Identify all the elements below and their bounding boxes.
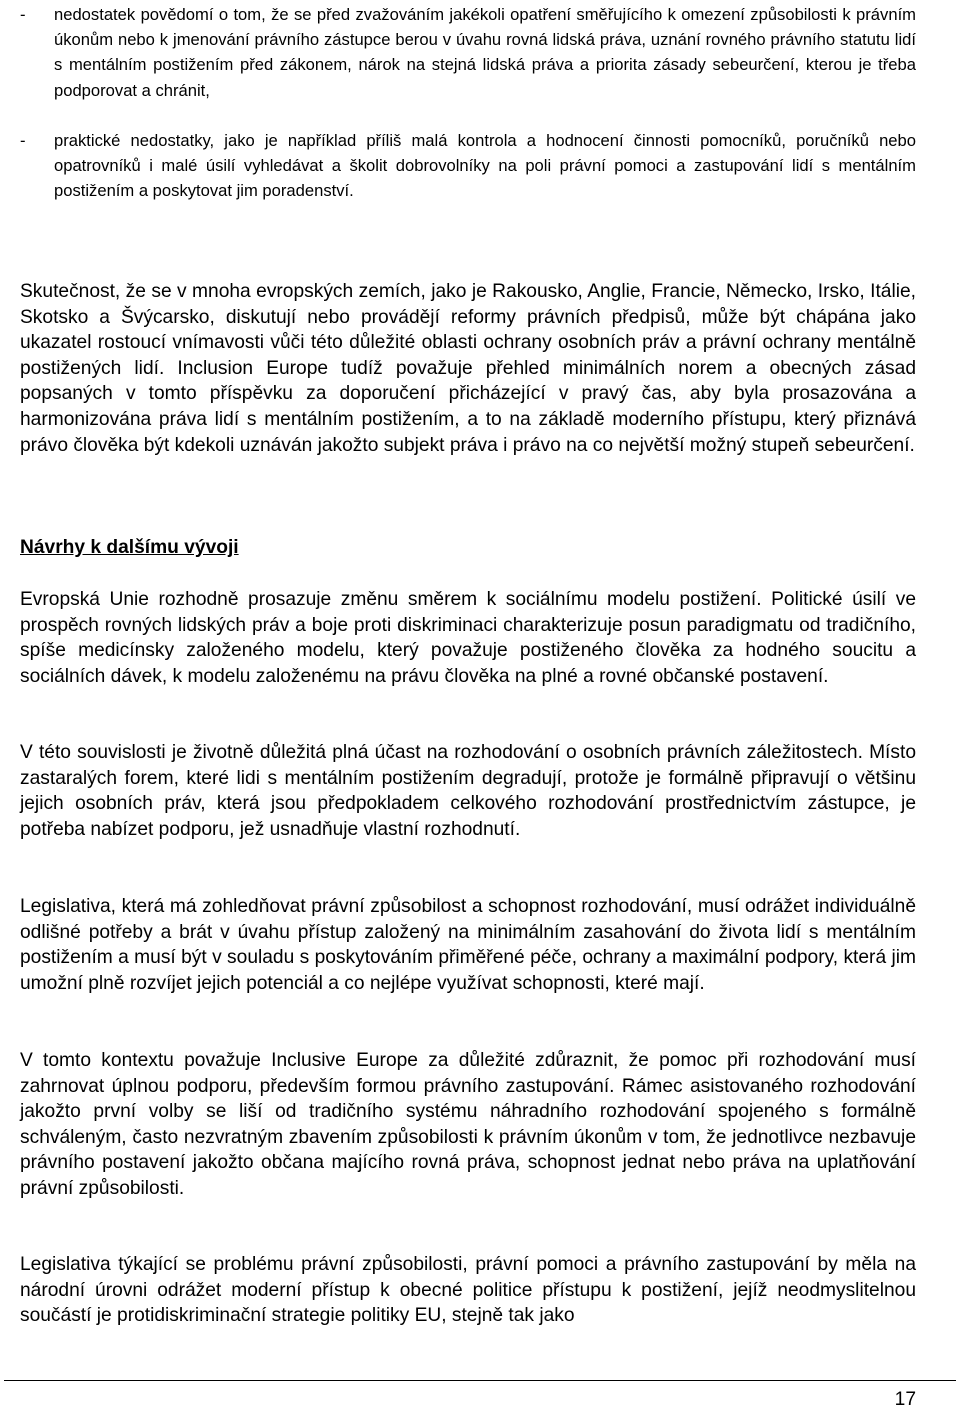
paragraph-reforms: Skutečnost, že se v mnoha evropských zemích, jako je Rakousko, Anglie, Francie, Německo, Irsko, Itálie, Skotsko a Švýcarsko, diskutují nebo provádějí reformy právních předpisů, může být chápána jako ukazatel rostoucí vnímavosti vůči této důležité oblasti ochrany osobních práv a právní ochrany mentálně postižených lidí. Inclusion Europe tudíž považuje přehled minimálních norem a obecných zásad popsaných v tomto příspěvku za doporučení přicházející v pravý čas, aby byla prosazována a harmonizována práva lidí s mentálním postižením, a to na základě moderního přístupu, který přiznává právo člověka být kdekoli uznáván jakožto subjekt práva i právo na co největší možný stupeň sebeurčení. xyxy=(20,281,916,456)
bullet-dash: - xyxy=(20,5,26,24)
bullet-item xyxy=(20,128,916,204)
paragraph-legislation: Legislativa, která má zohledňovat právní způsobilost a schopnost rozhodování, musí odrážet individuálně odlišné potřeby a brát v úvahu přístup založený na minimálním zasahování do života lidí s mentálním postižením a musí být v souladu s poskytováním přiměřené péče, ochrany a maximální podpory, která jim umožní plně rozvíjet jejich potenciál a co nejlépe využívat schopnosti, které mají. xyxy=(20,896,916,994)
page-number: 17 xyxy=(894,1389,916,1410)
footer-divider xyxy=(4,1380,956,1381)
section-heading: Návrhy k dalšímu vývoji xyxy=(20,537,239,558)
bullet-list xyxy=(20,2,916,203)
bullet-item xyxy=(20,2,916,103)
paragraph-social-model: Evropská Unie rozhodně prosazuje změnu směrem k sociálnímu modelu postižení. Politické úsilí ve prospěch rovných lidských práv a boje proti diskriminaci charakterizuje posun paradigmatu od tradičního, spíše medicínsky založeného modelu, který považuje postiženého člověka za hodného soucitu a sociálních dávek, k modelu založenému na právu člověka na plné a rovné občanské postavení. xyxy=(20,589,916,687)
bullet-text: praktické nedostatky, jako je například příliš malá kontrola a hodnocení činnosti pomocníků, poručníků nebo opatrovníků i malé úsilí vyhledávat a školit dobrovolníky na poli právní pomoci a zastupování lidí s mentálním postižením a poskytovat jim poradenství. xyxy=(54,130,916,201)
paragraph-eu-policy: Legislativa týkající se problému právní způsobilosti, právní pomoci a právního zastupování by měla na národní úrovni odrážet moderní přístup k obecné politice přístupu k postižení, jejíž neodmyslitelnou součástí je protidiskriminační strategie politiky EU, stejně tak jako xyxy=(20,1254,916,1327)
bullet-dash: - xyxy=(20,130,26,150)
paragraph-participation: V této souvislosti je životně důležitá plná účast na rozhodování o osobních právních záležitostech. Místo zastaralých forem, které lidi s mentálním postižením degradují, protože je formálně připravují o většinu jejich osobních práv, která jsou předpokladem celkového rozhodování prostřednictvím zástupce, je potřeba nabízet podporu, jež usnadňuje vlastní rozhodnutí. xyxy=(20,742,916,840)
bullet-text: nedostatek povědomí o tom, že se před zvažováním jakékoli opatření směřujícího k omezení způsobilosti k právním úkonům nebo k jmenování právního zástupce berou v úvahu rovná lidská práva, uznání rovného právního statutu lidí s mentálním postižením před zákonem, nárok na stejná lidská práva a priorita zásady sebeurčení, kterou je třeba podporovat a chránit, xyxy=(54,5,916,100)
paragraph-supported-decision: V tomto kontextu považuje Inclusive Europe za důležité zdůraznit, že pomoc při rozhodování musí zahrnovat úplnou podporu, především formou právního zastupování. Rámec asistovaného rozhodování jakožto první volby se liší od tradičního systému náhradního rozhodování spojeného s formálně schváleným, často nezvratným zbavením způsobilosti k právním úkonům v tom, že jednotlivce nezbavuje právního postavení jakožto občana majícího rovná práva, schopnost jednat nebo práva na uplatňování právní způsobilosti. xyxy=(20,1050,916,1199)
